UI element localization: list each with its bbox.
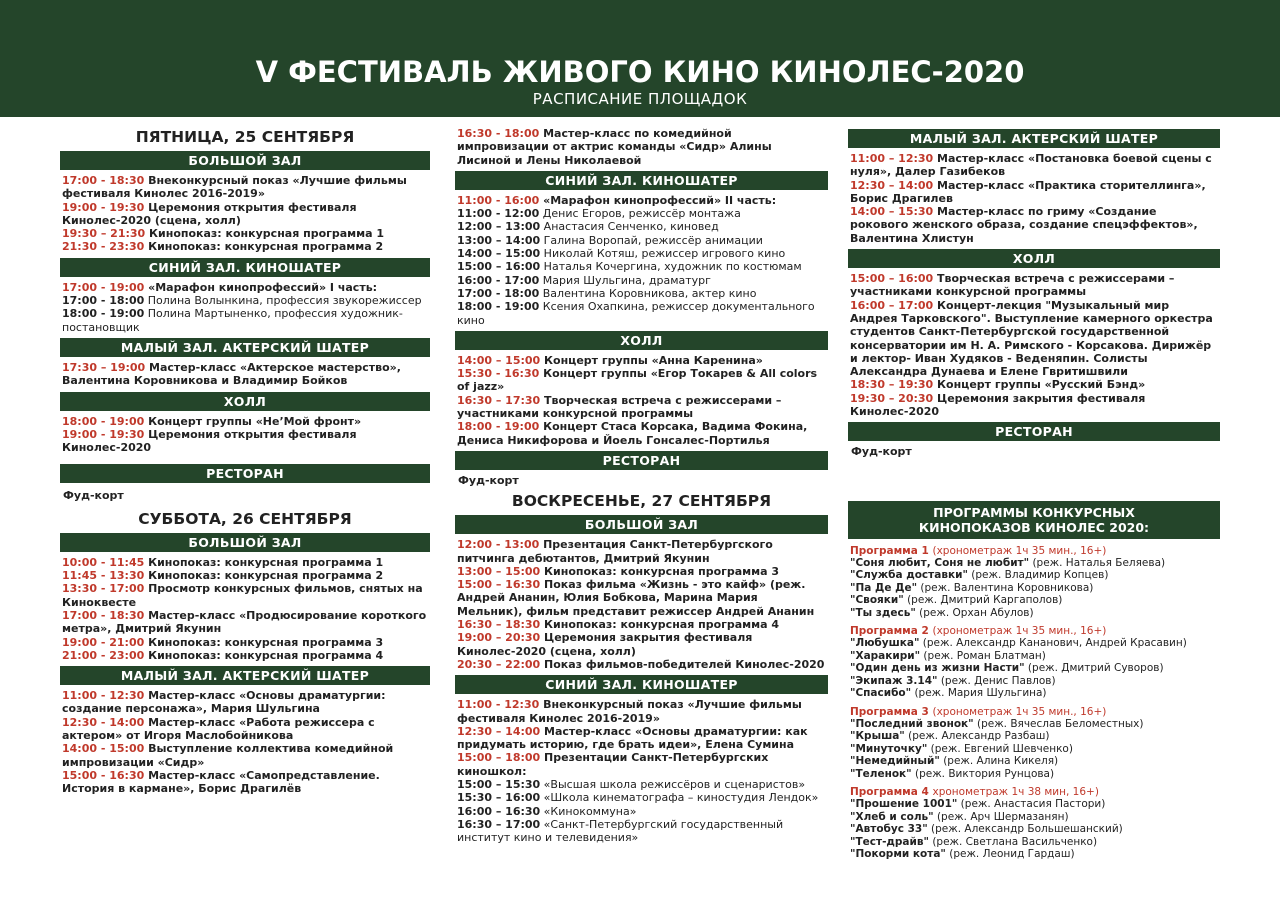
film-director: (реж. Арч Шермазанян)	[933, 810, 1069, 823]
film-title: "Немедийный"	[850, 755, 940, 768]
schedule-entry	[60, 415, 430, 428]
film-title: "Хлеб и соль"	[850, 810, 934, 823]
entry-time: 18:30 – 19:30	[850, 378, 934, 392]
program-duration: (хронометраж 1ч 35 мин., 16+)	[932, 625, 1107, 638]
schedule-entry	[60, 582, 430, 609]
entry-text: Показ фильмов-победителей Кинолес-2020	[540, 657, 825, 671]
entry-text: Мастер-класс «Постановка боевой сцены с нуля», Далер Газибеков	[850, 152, 1212, 179]
entry-text: Ксения Охапкина, режиссер документального кино	[457, 300, 815, 327]
entry-text: Мария Шульгина, драматург	[539, 273, 711, 287]
schedule-entry	[455, 207, 828, 220]
schedule-entry	[848, 205, 1220, 245]
day-heading-saturday: СУББОТА, 26 СЕНТЯБРЯ	[138, 509, 352, 528]
entry-text: Мастер-класс по гриму «Создание рокового женского образа, создание спецэффектов», Валентина Хлистун	[850, 205, 1198, 245]
schedule-entry	[455, 725, 828, 752]
fri-small-list	[60, 361, 430, 388]
entry-time: 15:00 – 15:30	[457, 777, 541, 791]
sat-blue-list	[455, 194, 828, 327]
section-bar: ХОЛЛ	[455, 331, 828, 350]
entry-time: 19:00 - 19:30	[62, 200, 145, 214]
schedule-entry	[60, 294, 430, 307]
entry-time: 20:30 – 22:00	[457, 657, 541, 671]
program-name: Программа 4	[850, 785, 933, 798]
entry-time: 16:00 – 17:00	[850, 298, 934, 312]
entry-text: Церемония закрытия фестиваля Кинолес-2020 (сцена, холл)	[457, 631, 753, 658]
entry-time: 12:00 - 13:00	[457, 538, 540, 552]
film-director: (реж. Светлана Васильченко)	[928, 835, 1098, 848]
entry-text: Презентации Санкт-Петербургских киношкол:	[457, 751, 769, 778]
schedule-entry	[455, 751, 828, 778]
film-title: "Свояки"	[850, 594, 904, 607]
schedule-entry	[60, 201, 430, 228]
schedule-entry	[455, 287, 828, 300]
sat-small-list	[60, 689, 430, 795]
program-title	[848, 625, 1220, 637]
schedule-entry	[60, 428, 430, 455]
film-item	[848, 675, 1220, 687]
section-bar: БОЛЬШОЙ ЗАЛ	[455, 515, 828, 534]
schedule-entry	[60, 361, 430, 388]
film-item	[848, 582, 1220, 594]
film-director: (реж. Дмитрий Суворов)	[1024, 662, 1164, 675]
entry-text: Концерт-лекция "Музыкальный мир Андрея Тарковского". Выступление камерного оркестра студентов Санкт-Петербургской государственной консерватории им Н. А. Римского - Корсакова. Дирижёр и лектор- Иван Худяков - Веденяпин. Солисты Александра Дунаева и Елене Гвритишвили	[850, 298, 1213, 379]
restaurant-text: Фуд-корт	[63, 489, 124, 503]
fri-hall-list	[60, 415, 430, 455]
entry-text: Просмотр конкурсных фильмов, снятых на Киноквесте	[62, 582, 423, 609]
entry-time: 13:30 - 17:00	[62, 582, 145, 596]
film-item	[848, 798, 1220, 810]
schedule-entry	[60, 281, 430, 294]
program-duration: (хронометраж 1ч 35 мин., 16+)	[932, 705, 1107, 718]
entry-time: 15:00 – 16:30	[457, 578, 541, 592]
program-duration: (хронометраж 1ч 35 мин., 16+)	[932, 544, 1107, 557]
entry-text: Внеконкурсный показ «Лучшие фильмы фестиваля Кинолес 2016-2019»	[62, 174, 407, 201]
film-director: (реж. Алина Кикеля)	[939, 755, 1059, 768]
column-1	[60, 123, 430, 796]
film-title: "Прошение 1001"	[850, 798, 958, 811]
section-bar: МАЛЫЙ ЗАЛ. АКТЕРСКИЙ ШАТЕР	[60, 666, 430, 685]
film-title: "Харакири"	[850, 649, 921, 662]
entry-time: 21:30 - 23:30	[62, 240, 145, 254]
fri-big-list	[60, 174, 430, 254]
section-bar: РЕСТОРАН	[455, 451, 828, 470]
section-bar: БОЛЬШОЙ ЗАЛ	[60, 151, 430, 170]
entry-text: Церемония открытия фестиваля Кинолес-2020	[62, 427, 357, 455]
entry-time: 11:00 - 12:30	[62, 689, 145, 703]
film-director: (реж. Вячеслав Беломестных)	[973, 717, 1144, 730]
entry-time: 12:30 - 14:00	[62, 715, 145, 729]
entry-time: 16:30 – 17:30	[457, 393, 541, 407]
film-item	[848, 730, 1220, 742]
entry-time: 16:00 – 16:30	[457, 804, 541, 818]
entry-text: Кинопоказ: конкурсная программа 4	[540, 618, 780, 632]
film-director: (реж. Владимир Копцев)	[967, 569, 1109, 582]
entry-text: Церемония открытия фестиваля Кинолес-2020 (сцена, холл)	[62, 200, 357, 227]
entry-time: 19:00 – 20:30	[457, 631, 541, 645]
film-item	[848, 718, 1220, 730]
schedule-entry	[60, 742, 430, 769]
page-title: V ФЕСТИВАЛЬ ЖИВОГО КИНО КИНОЛЕС-2020	[255, 55, 1025, 89]
entry-text: Кинопоказ: конкурсная программа 3	[540, 564, 780, 578]
entry-text: Концерт группы «Не’Мой фронт»	[144, 414, 362, 428]
entry-text: Валентина Коровникова, актер кино	[539, 286, 757, 300]
film-item	[848, 662, 1220, 674]
entry-text: Мастер-класс «Основы драматургии: как придумать историю, где брать идеи», Елена Сумина	[457, 724, 808, 752]
section-bar: СИНИЙ ЗАЛ. КИНОШАТЕР	[455, 171, 828, 190]
entry-time: 17:00 - 18:00	[457, 286, 540, 300]
sat-big-list	[60, 556, 430, 662]
schedule-entry	[60, 649, 430, 662]
sat-top-list	[455, 127, 828, 167]
schedule-entry	[848, 299, 1220, 379]
entry-text: Наталья Кочергина, художник по костюмам	[540, 260, 802, 274]
film-item	[848, 768, 1220, 780]
film-item	[848, 569, 1220, 581]
entry-time: 17:30 – 19:00	[62, 360, 146, 374]
page-subtitle: РАСПИСАНИЕ ПЛОЩАДОК	[532, 90, 748, 108]
schedule-entry	[455, 631, 828, 658]
entry-text: «Санкт-Петербургский государственный институт кино и телевидения»	[457, 817, 784, 845]
film-director: (реж. Александр Большешанский)	[927, 823, 1123, 836]
schedule-entry	[60, 769, 430, 796]
day-heading-friday: ПЯТНИЦА, 25 СЕНТЯБРЯ	[135, 128, 355, 146]
schedule-entry	[455, 420, 828, 447]
entry-time: 19:00 - 21:00	[62, 635, 145, 649]
schedule-entry	[60, 636, 430, 649]
film-director: (реж. Леонид Гардаш)	[945, 847, 1075, 860]
film-title: "Крыша"	[850, 730, 905, 743]
entry-text: Кинопоказ: конкурсная программа 1	[145, 227, 385, 241]
film-director: (реж. Орхан Абулов)	[915, 606, 1034, 619]
entry-time: 14:00 – 15:00	[457, 247, 541, 261]
film-director: (реж. Наталья Беляева)	[1029, 557, 1166, 570]
film-title: "Любушка"	[850, 637, 920, 650]
schedule-entry	[455, 698, 828, 725]
film-title: "Ты здесь"	[850, 606, 916, 619]
schedule-entry	[60, 174, 430, 201]
section-bar: РЕСТОРАН	[60, 464, 430, 483]
section-bar: СИНИЙ ЗАЛ. КИНОШАТЕР	[60, 258, 430, 277]
entry-time: 18:00 - 19:00	[457, 300, 540, 314]
column-2	[455, 123, 828, 844]
fri-blue-list	[60, 281, 430, 334]
film-director: (реж. Александр Кананович, Андрей Красавин)	[919, 637, 1187, 650]
film-item	[848, 823, 1220, 835]
entry-time: 10:00 - 11:45	[62, 555, 145, 569]
entry-text: «Марафон кинопрофессий» I часть:	[144, 280, 378, 294]
section-bar: ХОЛЛ	[60, 392, 430, 411]
entry-text: Творческая встреча с режиссерами – участниками конкурсной программы	[457, 393, 782, 421]
entry-time: 15:00 - 16:30	[62, 768, 145, 782]
film-director: (реж. Александр Разбаш)	[904, 730, 1050, 743]
film-director: (реж. Дмитрий Каргаполов)	[903, 594, 1063, 607]
entry-text: Денис Егоров, режиссёр монтажа	[539, 207, 741, 221]
schedule-entry	[455, 234, 828, 247]
entry-time: 17:00 - 18:30	[62, 174, 145, 187]
entry-time: 15:30 – 16:00	[457, 791, 541, 805]
schedule-entry	[60, 569, 430, 582]
entry-text: «Высшая школа режиссёров и сценаристов»	[540, 777, 806, 791]
film-director: (реж. Роман Блатман)	[920, 649, 1046, 662]
film-title: "Последний звонок"	[850, 717, 974, 730]
entry-time: 11:00 – 12:30	[850, 152, 934, 165]
entry-text: Мастер-класс «Самопредставление. История в кармане», Борис Драгилёв	[62, 768, 380, 796]
entry-time: 15:00 – 16:00	[850, 272, 934, 286]
schedule-entry	[848, 272, 1220, 299]
schedule-entry	[455, 194, 828, 207]
film-item	[848, 836, 1220, 848]
entry-time: 12:30 – 14:00	[457, 724, 541, 738]
entry-time: 19:30 – 20:30	[850, 391, 934, 405]
program-name: Программа 3	[850, 705, 933, 718]
film-item	[848, 607, 1220, 619]
section-bar: МАЛЫЙ ЗАЛ. АКТЕРСКИЙ ШАТЕР	[60, 338, 430, 357]
film-director: (реж. Анастасия Пастори)	[957, 798, 1106, 811]
entry-text: Выступление коллектива комедийной импровизации «Сидр»	[62, 742, 394, 769]
schedule-entry	[60, 307, 430, 334]
entry-time: 18:00 - 19:00	[62, 414, 145, 428]
film-item	[848, 755, 1220, 767]
sat-hall-list	[455, 354, 828, 447]
program-duration: хронометраж 1ч 38 мин, 16+)	[932, 785, 1099, 798]
entry-text: «Марафон кинопрофессий» II часть:	[539, 193, 777, 207]
film-item	[848, 848, 1220, 860]
schedule-entry	[455, 805, 828, 818]
schedule-entry	[455, 367, 828, 394]
entry-time: 11:00 - 16:00	[457, 193, 540, 207]
entry-text: Анастасия Сенченко, киновед	[540, 220, 719, 234]
schedule-entry	[455, 618, 828, 631]
film-title: "Теленок"	[850, 767, 912, 780]
film-title: "Один день из жизни Насти"	[850, 662, 1025, 675]
film-item	[848, 650, 1220, 662]
schedule-entry	[455, 300, 828, 327]
entry-text: «Школа кинематографа – киностудия Лендок»	[540, 791, 819, 805]
entry-time: 19:30 – 21:30	[62, 227, 146, 241]
entry-text: Мастер-класс «Продюсирование короткого метра», Дмитрий Якунин	[62, 608, 427, 636]
entry-text: Церемония закрытия фестиваля Кинолес-2020	[850, 391, 1146, 419]
entry-text: Мастер-класс по комедийной импровизации от актрис команды «Сидр» Алины Лисиной и Лены Николаевой	[457, 127, 772, 167]
film-item	[848, 637, 1220, 649]
section-bar: ХОЛЛ	[848, 249, 1220, 268]
entry-text: Концерт группы «Анна Каренина»	[540, 353, 763, 367]
restaurant-text: Фуд-корт	[851, 445, 912, 459]
entry-time: 12:00 – 13:00	[457, 220, 541, 234]
page-header	[0, 0, 1280, 117]
film-title: "Па Де Де"	[850, 581, 918, 594]
film-item	[848, 743, 1220, 755]
entry-time: 16:30 – 17:00	[457, 817, 541, 831]
restaurant-text: Фуд-корт	[458, 473, 519, 487]
section-bar: РЕСТОРАН	[848, 422, 1220, 441]
entry-time: 19:00 - 19:30	[62, 427, 145, 441]
film-director: (реж. Денис Павлов)	[937, 674, 1056, 687]
schedule-entry	[60, 609, 430, 636]
entry-text: Кинопоказ: конкурсная программа 1	[144, 555, 384, 569]
schedule-entry	[848, 152, 1220, 179]
entry-text: Мастер-класс «Актерское мастерство», Валентина Коровникова и Владимир Бойков	[62, 360, 401, 388]
section-bar: БОЛЬШОЙ ЗАЛ	[60, 533, 430, 552]
film-item	[848, 594, 1220, 606]
schedule-entry	[455, 220, 828, 233]
entry-text: Презентация Санкт-Петербургского питчинга дебютантов, Дмитрий Якунин	[457, 538, 773, 565]
schedule-entry	[848, 378, 1220, 391]
film-director: (реж. Валентина Коровникова)	[917, 581, 1094, 594]
sun-big-list	[455, 538, 828, 671]
entry-time: 13:00 – 14:00	[457, 233, 541, 247]
film-title: "Тест-драйв"	[850, 835, 929, 848]
sun-blue-list	[455, 698, 828, 844]
section-bar: МАЛЫЙ ЗАЛ. АКТЕРСКИЙ ШАТЕР	[848, 129, 1220, 148]
film-director: (реж. Виктория Рунцова)	[911, 767, 1055, 780]
schedule-entry	[60, 716, 430, 743]
film-title: "Экипаж 3.14"	[850, 674, 938, 687]
entry-text: Кинопоказ: конкурсная программа 2	[144, 569, 384, 583]
entry-text: Мастер-класс «Работа режиссера с актером» от Игоря Маслобойникова	[62, 715, 375, 743]
program-title	[848, 786, 1220, 798]
entry-text: Концерт группы «Русский Бэнд»	[933, 378, 1146, 392]
entry-text: Мастер-класс «Основы драматургии: создание персонажа», Мария Шульгина	[62, 689, 386, 716]
entry-text: Внеконкурсный показ «Лучшие фильмы фестиваля Кинолес 2016-2019»	[457, 698, 802, 725]
schedule-entry	[60, 689, 430, 716]
schedule-entry	[455, 791, 828, 804]
entry-text: Концерт группы «Егор Токарев & All colors of jazz»	[457, 367, 818, 394]
film-director: (реж. Евгений Шевченко)	[927, 742, 1073, 755]
entry-text: Полина Волынкина, профессия звукорежиссер	[144, 294, 422, 308]
entry-time: 11:00 - 12:30	[457, 698, 540, 712]
entry-text: Кинопоказ: конкурсная программа 4	[144, 648, 384, 662]
entry-time: 18:00 - 19:00	[457, 420, 540, 434]
schedule-entry	[455, 260, 828, 273]
entry-time: 14:00 - 15:00	[62, 742, 145, 756]
program-title	[848, 545, 1220, 557]
entry-text: Николай Котяш, режиссер игрового кино	[540, 247, 786, 261]
entry-text: «Кинокоммуна»	[540, 804, 637, 818]
entry-time: 17:00 - 19:00	[62, 280, 145, 294]
entry-time: 15:30 - 16:30	[457, 367, 540, 381]
schedule-entry	[455, 658, 828, 671]
film-title: "Автобус 33"	[850, 823, 928, 836]
schedule-entry	[455, 127, 828, 167]
entry-time: 16:30 - 18:00	[457, 127, 540, 140]
film-item	[848, 557, 1220, 569]
schedule-entry	[455, 818, 828, 845]
schedule-entry	[60, 240, 430, 253]
program-name: Программа 1	[850, 544, 933, 557]
entry-time: 18:00 - 19:00	[62, 307, 145, 321]
entry-text: Галина Воропай, режиссёр анимации	[540, 233, 763, 247]
program-name: Программа 2	[850, 625, 933, 638]
section-bar: СИНИЙ ЗАЛ. КИНОШАТЕР	[455, 675, 828, 694]
entry-time: 15:00 – 16:00	[457, 260, 541, 274]
entry-text: Кинопоказ: конкурсная программа 3	[144, 635, 384, 649]
entry-time: 11:00 - 12:00	[457, 207, 540, 221]
film-item	[848, 687, 1220, 699]
entry-text: Полина Мартыненко, профессия художник-постановщик	[62, 307, 403, 334]
entry-time: 13:00 – 15:00	[457, 564, 541, 578]
schedule-entry	[848, 392, 1220, 419]
entry-text: Кинопоказ: конкурсная программа 2	[144, 240, 384, 254]
entry-time: 14:00 – 15:00	[457, 353, 541, 367]
schedule-entry	[848, 179, 1220, 206]
entry-time: 14:00 – 15:30	[850, 205, 934, 219]
schedule-entry	[455, 394, 828, 421]
film-title: "Минуточку"	[850, 742, 928, 755]
entry-time: 11:45 - 13:30	[62, 569, 145, 583]
programs-title: ПРОГРАММЫ КОНКУРСНЫХ КИНОПОКАЗОВ КИНОЛЕС 2020:	[918, 504, 1150, 535]
entry-time: 17:00 - 18:00	[62, 294, 145, 308]
entry-time: 21:00 - 23:00	[62, 648, 145, 662]
sun-small-list	[848, 152, 1220, 245]
schedule-entry	[455, 247, 828, 260]
schedule-entry	[455, 778, 828, 791]
day-heading-sunday: ВОСКРЕСЕНЬЕ, 27 СЕНТЯБРЯ	[511, 492, 772, 511]
schedule-entry	[455, 565, 828, 578]
film-title: "Покорми кота"	[850, 847, 946, 860]
entry-text: Творческая встреча с режиссерами – участниками конкурсной программы	[850, 272, 1175, 299]
programs-heading	[848, 501, 1220, 539]
schedule-entry	[455, 274, 828, 287]
entry-time: 17:00 - 18:30	[62, 608, 145, 622]
film-item	[848, 811, 1220, 823]
schedule-entry	[60, 227, 430, 240]
entry-time: 16:00 - 17:00	[457, 273, 540, 287]
schedule-entry	[455, 578, 828, 618]
film-title: "Спасибо"	[850, 687, 912, 700]
entry-time: 12:30 – 14:00	[850, 178, 934, 192]
entry-text: Показ фильма «Жизнь - это кайф» (реж. Андрей Ананин, Юлия Бобкова, Марина Мария Мельник), фильм представит режиссер Андрей Ананин	[457, 578, 815, 618]
schedule-entry	[455, 538, 828, 565]
entry-time: 15:00 – 18:00	[457, 751, 541, 765]
program-title	[848, 706, 1220, 718]
film-director: (реж. Мария Шульгина)	[911, 687, 1047, 700]
sun-hall-list	[848, 272, 1220, 418]
film-title: "Служба доставки"	[850, 569, 968, 582]
film-title: "Соня любит, Соня не любит"	[850, 557, 1030, 570]
entry-text: Концерт Стаса Корсака, Вадима Фокина, Дениса Никифорова и Йоель Гонсалес-Портилья	[457, 420, 808, 447]
column-3	[848, 123, 1220, 860]
schedule-entry	[60, 556, 430, 569]
schedule-entry	[455, 354, 828, 367]
programs-list	[848, 545, 1220, 861]
entry-text: Мастер-класс «Практика сторителлинга», Борис Драгилев	[850, 178, 1206, 205]
entry-time: 16:30 – 18:30	[457, 618, 541, 632]
